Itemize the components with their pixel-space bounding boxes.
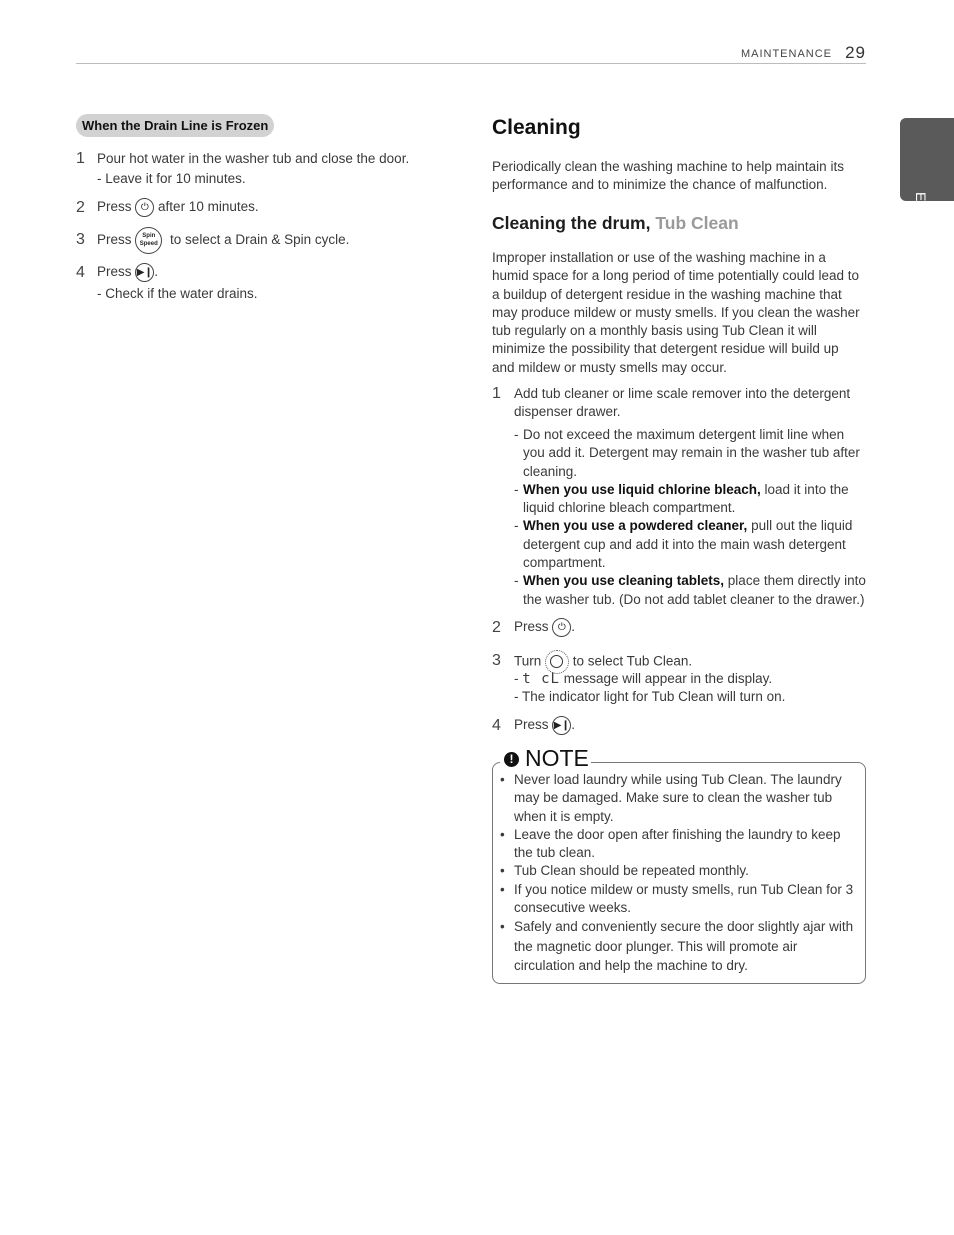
note-item: • Tub Clean should be repeated monthly.	[500, 862, 856, 880]
step-press-label: Press	[97, 264, 132, 280]
step-number: 1	[492, 385, 501, 402]
cleaning-heading: Cleaning	[492, 116, 581, 139]
note-list	[500, 771, 856, 976]
step-number: 2	[492, 619, 501, 636]
note-item: • Leave the door open after finishing the laundry to keep the tub clean.	[500, 826, 856, 863]
note-item: • Never load laundry while using Tub Clean. The laundry may be damaged. Make sure to clean the washer tub when it is empty.	[500, 771, 856, 826]
language-tab	[900, 118, 954, 264]
tub-clean-accent: Tub Clean	[655, 213, 739, 233]
tub-clean-body: Improper installation or use of the washing machine in a humid space for a long period of time potentially could lead to a buildup of detergent residue in the washing machine that may produce mildew or musty smells. If you clean the washer tub regularly on a monthly basis using Tub Clean it will minimize the possibility that detergent residue will build up and mildew or musty smells may occur.	[492, 250, 860, 375]
cleaning-intro: Periodically clean the washing machine to help maintain its performance and to minimize the chance of malfunction.	[492, 159, 844, 193]
step-text: Pour hot water in the washer tub and close the door.	[97, 151, 410, 166]
step-text: Turn to select Tub Clean.	[514, 650, 692, 674]
step-number: 2	[76, 199, 85, 216]
step-number: 3	[492, 652, 501, 669]
start-pause-button-icon: ▶❙	[135, 263, 154, 282]
step-press-label: Press	[97, 199, 132, 215]
step-after-label: to select a Drain & Spin cycle.	[170, 232, 350, 248]
step-subtext: - Check if the water drains.	[97, 286, 258, 301]
step1-bullets	[514, 426, 866, 609]
step-press-label: Press	[97, 232, 132, 248]
step-subtext: - t cL message will appear in the display.	[514, 671, 773, 687]
step-text: Press ⏻ .	[514, 618, 575, 637]
note-item: • If you notice mildew or musty smells, run Tub Clean for 3 consecutive weeks.	[500, 881, 856, 918]
note-heading: ! NOTE	[500, 745, 591, 772]
display-code: t cL	[522, 671, 560, 687]
step-text	[97, 227, 349, 254]
bullet-item: - When you use cleaning tablets, place them directly into the washer tub. (Do not add tablet cleaner to the drawer.)	[514, 573, 866, 607]
step-subtext: - Leave it for 10 minutes.	[97, 171, 246, 186]
step-text: Press ▶❙.	[514, 716, 575, 735]
step-text: Press ▶❙.	[97, 263, 158, 282]
bullet-item: - Do not exceed the maximum detergent limit line when you add it. Detergent may remain in the washer tub after cleaning.	[514, 427, 860, 479]
note-item: • Safely and conveniently secure the door slightly ajar with the magnetic door plunger. This will promote air circulation and help the machine to dry.	[500, 917, 856, 976]
start-pause-button-icon: ▶❙	[552, 716, 571, 735]
section-title: MAINTENANCE	[740, 48, 832, 60]
tub-clean-heading: Cleaning the drum, Tub Clean	[492, 213, 739, 233]
step-number: 4	[492, 717, 501, 734]
spin-speed-button-icon: Spin Speed	[135, 227, 162, 254]
power-button-icon: ⏻	[135, 198, 154, 217]
step-text: Add tub cleaner or lime scale remover into the detergent dispenser drawer.	[514, 386, 851, 420]
alert-icon: !	[504, 752, 519, 767]
bullet-item: - When you use a powdered cleaner, pull out the liquid detergent cup and add it into the main wash detergent compartment.	[514, 518, 853, 571]
step-after-label: after 10 minutes.	[158, 199, 259, 215]
frozen-drain-heading: When the Drain Line is Frozen	[76, 114, 274, 137]
step-number: 4	[76, 264, 85, 281]
step-number: 3	[76, 231, 85, 248]
header-divider	[76, 63, 866, 64]
language-tab-label: ENGLISH	[913, 192, 929, 264]
step-text	[97, 198, 259, 217]
power-button-icon: ⏻	[552, 618, 571, 637]
step-number: 1	[76, 150, 85, 167]
page-number: 29	[845, 43, 866, 62]
bullet-item: - When you use liquid chlorine bleach, load it into the liquid chlorine bleach compartment.	[514, 481, 849, 516]
step-subtext: - The indicator light for Tub Clean will turn on.	[514, 689, 786, 704]
